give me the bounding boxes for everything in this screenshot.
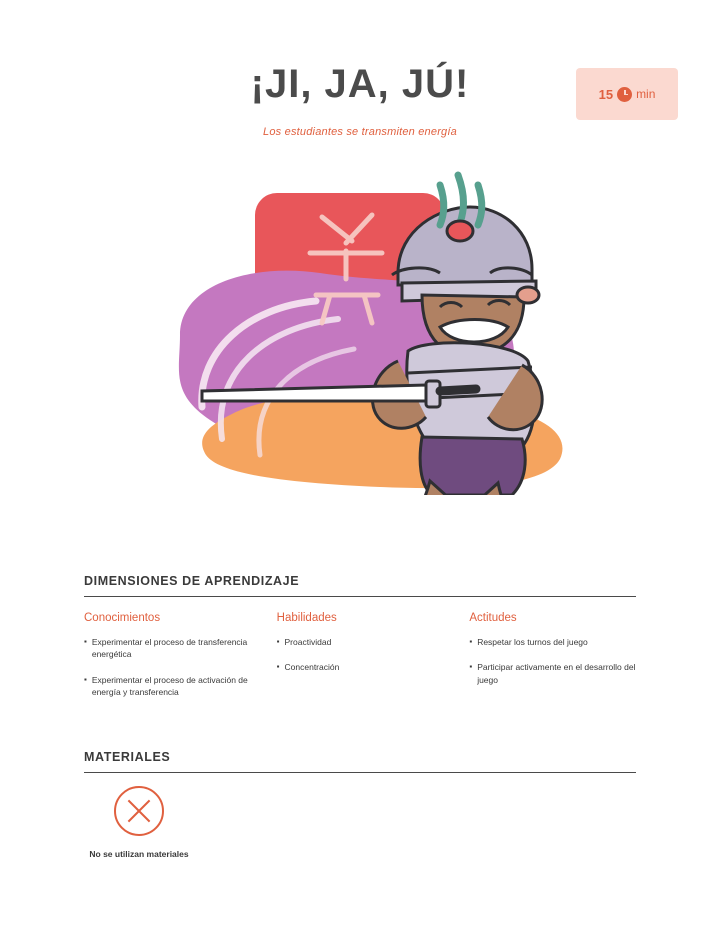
list-item <box>469 661 644 686</box>
list-item-text: Respetar los turnos del juego <box>477 637 588 647</box>
dimensions-divider <box>84 596 636 597</box>
list-item-text: Concentración <box>284 662 340 673</box>
bullet-dot: ▪ <box>84 674 87 684</box>
material-label: No se utilizan materiales <box>89 849 189 859</box>
dimensions-columns <box>84 612 644 711</box>
no-materials-icon <box>114 786 164 836</box>
dimension-column-conocimientos <box>84 612 259 711</box>
page-title: ¡JI, JA, JÚ! <box>250 62 470 106</box>
materials-divider <box>84 772 636 773</box>
materials-heading: MATERIALES <box>84 750 171 764</box>
bullet-dot: ▪ <box>84 637 87 646</box>
dimension-column-actitudes <box>469 612 644 711</box>
list-item-text: Proactividad <box>284 637 332 647</box>
list-item <box>84 674 259 699</box>
list-item-text: Experimentar el proceso de transferencia energética <box>91 637 248 660</box>
page-subtitle: Los estudiantes se transmiten energía <box>263 126 457 138</box>
duration-value: 15 <box>598 86 614 102</box>
material-item <box>84 786 194 861</box>
list-item <box>84 636 259 661</box>
bullet-dot: ▪ <box>276 662 280 672</box>
samurai-illustration <box>140 155 580 495</box>
column-title: Conocimientos <box>84 612 161 624</box>
duration-badge <box>576 68 678 120</box>
column-title: Actitudes <box>469 612 517 624</box>
clock-icon <box>617 87 632 102</box>
dimension-column-habilidades <box>277 612 452 711</box>
list-item <box>277 636 452 648</box>
bullet-dot: ▪ <box>276 637 280 646</box>
list-item-text: Participar activamente en el desarrollo del juego <box>477 662 636 685</box>
bullet-dot: ▪ <box>469 637 473 646</box>
list-item-text: Experimentar el proceso de activación de energía y transferencia <box>91 674 248 697</box>
dimensions-heading: DIMENSIONES DE APRENDIZAJE <box>84 574 300 588</box>
list-item <box>469 636 644 648</box>
duration-unit: min <box>636 87 656 101</box>
bullet-dot: ▪ <box>469 662 473 672</box>
list-item <box>277 661 452 673</box>
column-title: Habilidades <box>276 612 337 624</box>
